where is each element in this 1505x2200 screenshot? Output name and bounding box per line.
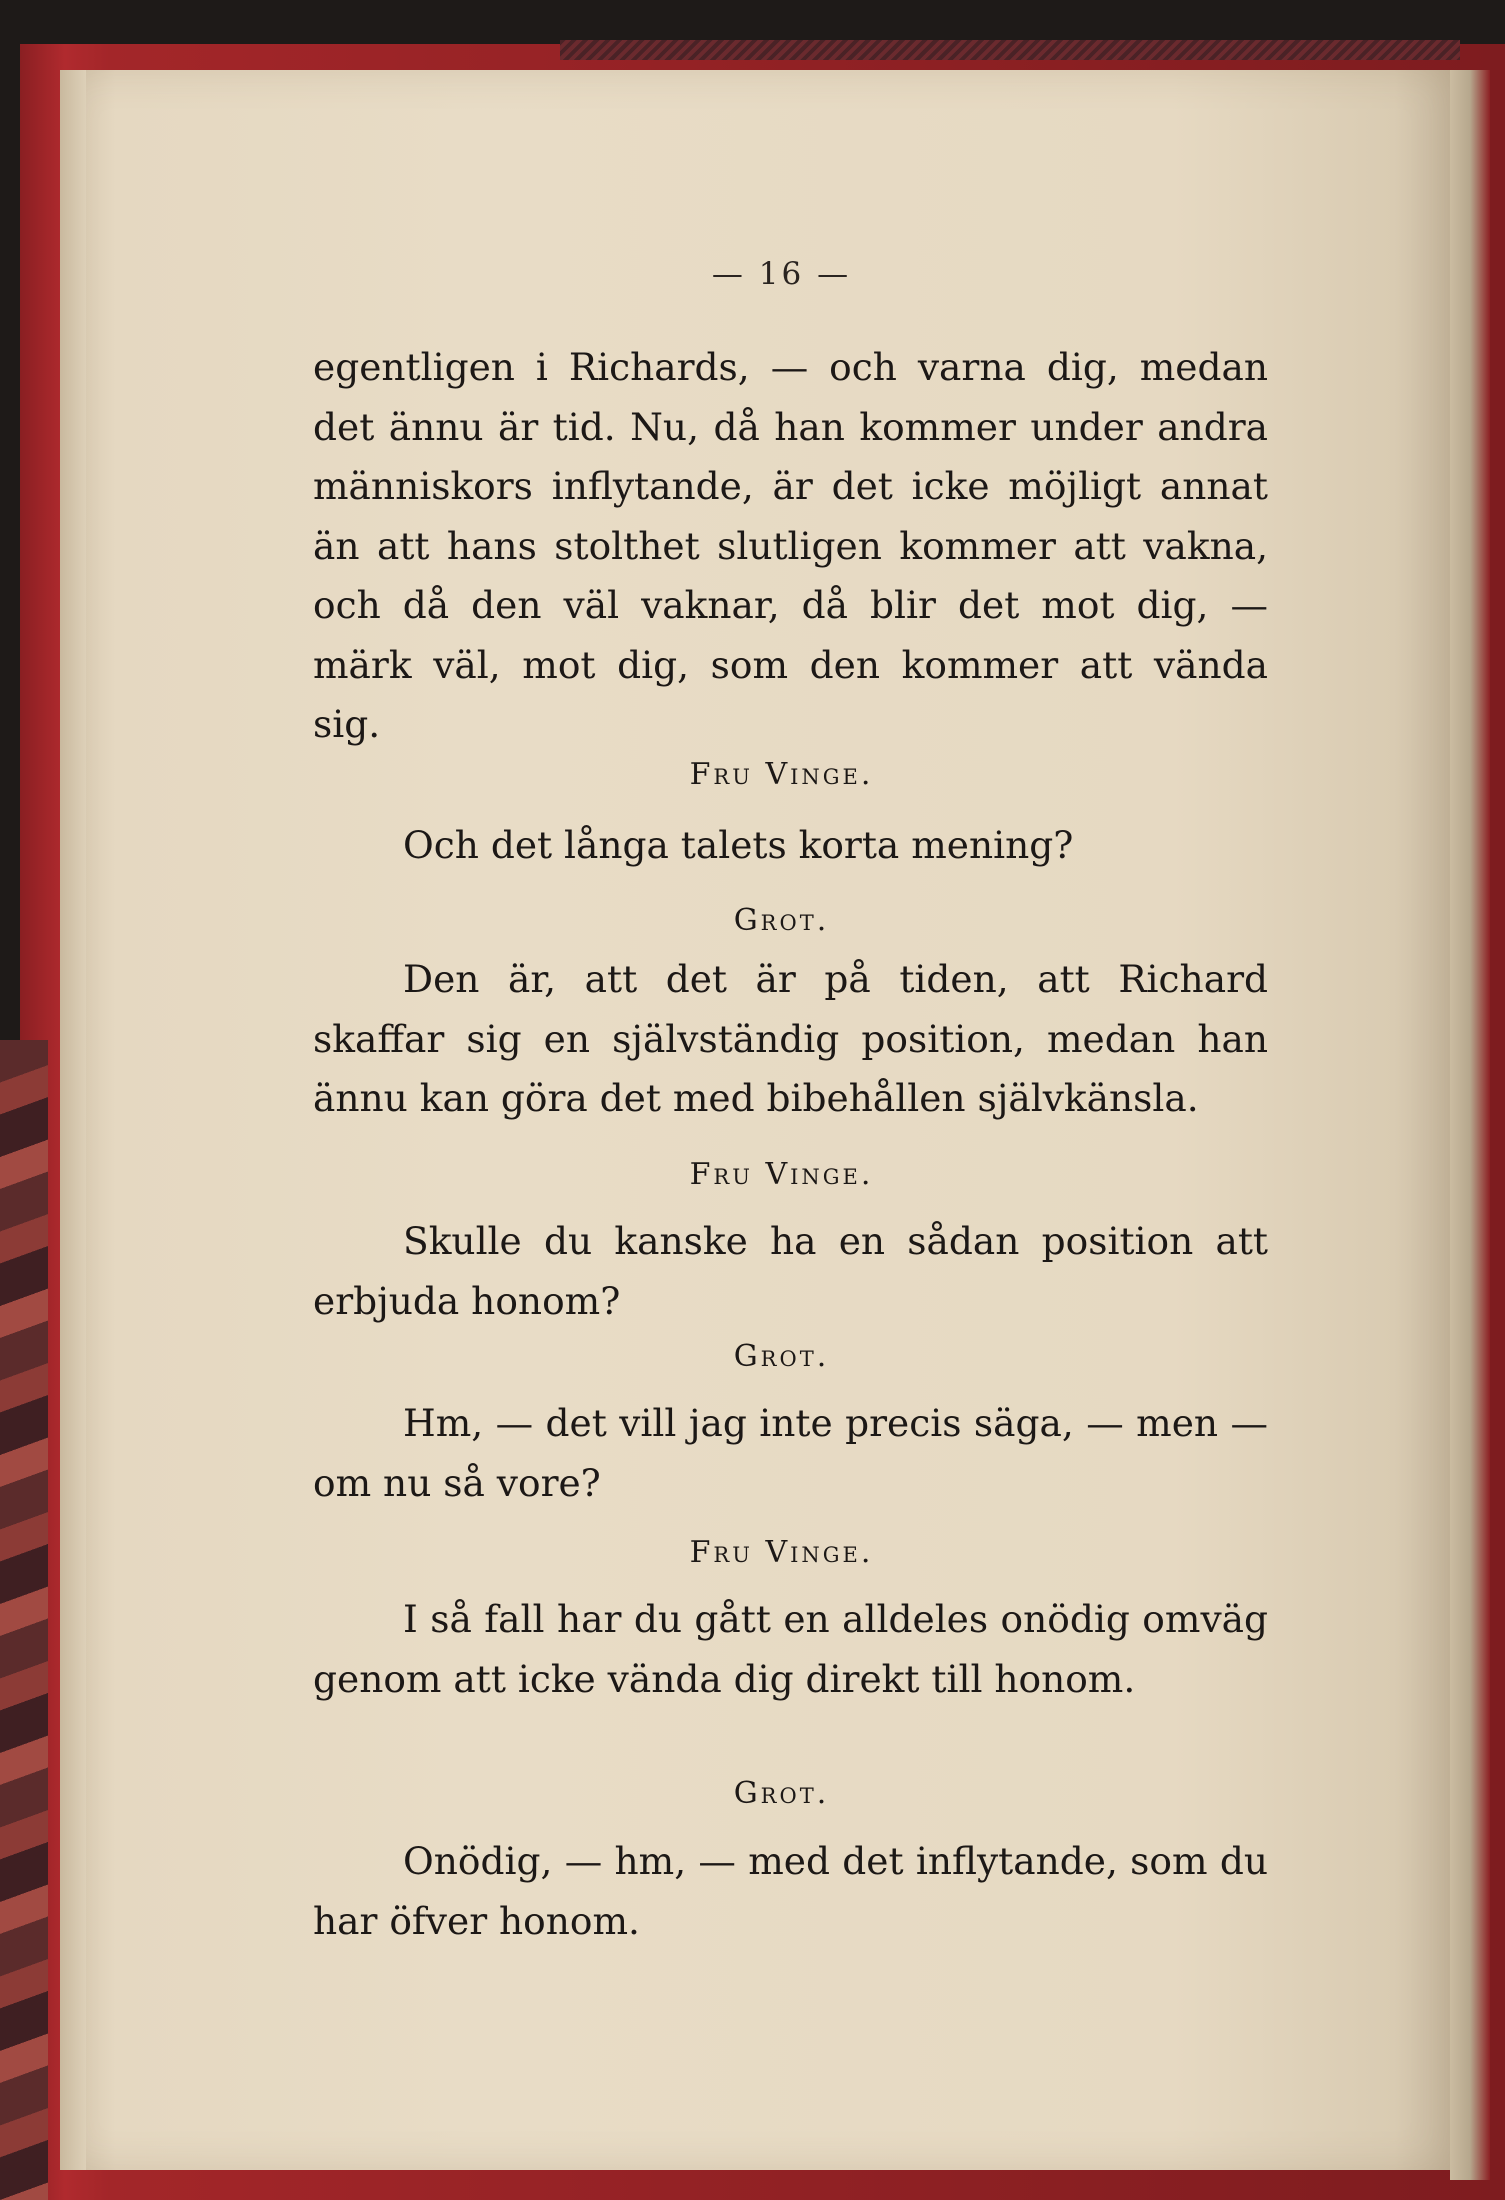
- speaker-name: Fru Vinge.: [689, 1157, 874, 1192]
- paragraph: I så fall har du gått en alldeles onödig omväg genom att icke vända dig direkt till honom.: [313, 1597, 1268, 1701]
- paragraph: Och det långa talets korta mening?: [403, 823, 1074, 867]
- paragraph: Skulle du kanske ha en sådan position att erbjuda honom?: [313, 1219, 1268, 1323]
- paragraph: Onödig, — hm, — med det inflytande, som du har öfver honom.: [313, 1839, 1268, 1943]
- speaker-name: Fru Vinge.: [689, 1535, 874, 1570]
- speaker-name: Fru Vinge.: [689, 757, 874, 792]
- speaker-name: Grot.: [733, 903, 830, 938]
- speaker-name: Grot.: [733, 1339, 830, 1374]
- page-number: — 16 —: [711, 256, 852, 292]
- cover-spine-edge: [560, 40, 1460, 60]
- paragraph: Den är, att det är på tiden, att Richard skaffar sig en självständig position, medan han ännu kan göra det med bibehållen självkänsla.: [313, 957, 1268, 1120]
- page-gutter: [60, 70, 86, 2170]
- paragraph: Hm, — det vill jag inte precis säga, — men — om nu så vore?: [313, 1401, 1268, 1505]
- page-edge: [1450, 70, 1490, 2180]
- paragraph: egentligen i Richards, — och varna dig, medan det ännu är tid. Nu, då han kommer under andra människors inflytande, är det icke möjligt annat än att hans stolthet slutligen kommer att vakna, och då den väl vaknar, då blir det mot dig, — märk väl, mot dig, som den kommer att vända sig.: [313, 345, 1268, 746]
- marbled-endpaper: [0, 1040, 48, 2200]
- speaker-name: Grot.: [733, 1776, 830, 1811]
